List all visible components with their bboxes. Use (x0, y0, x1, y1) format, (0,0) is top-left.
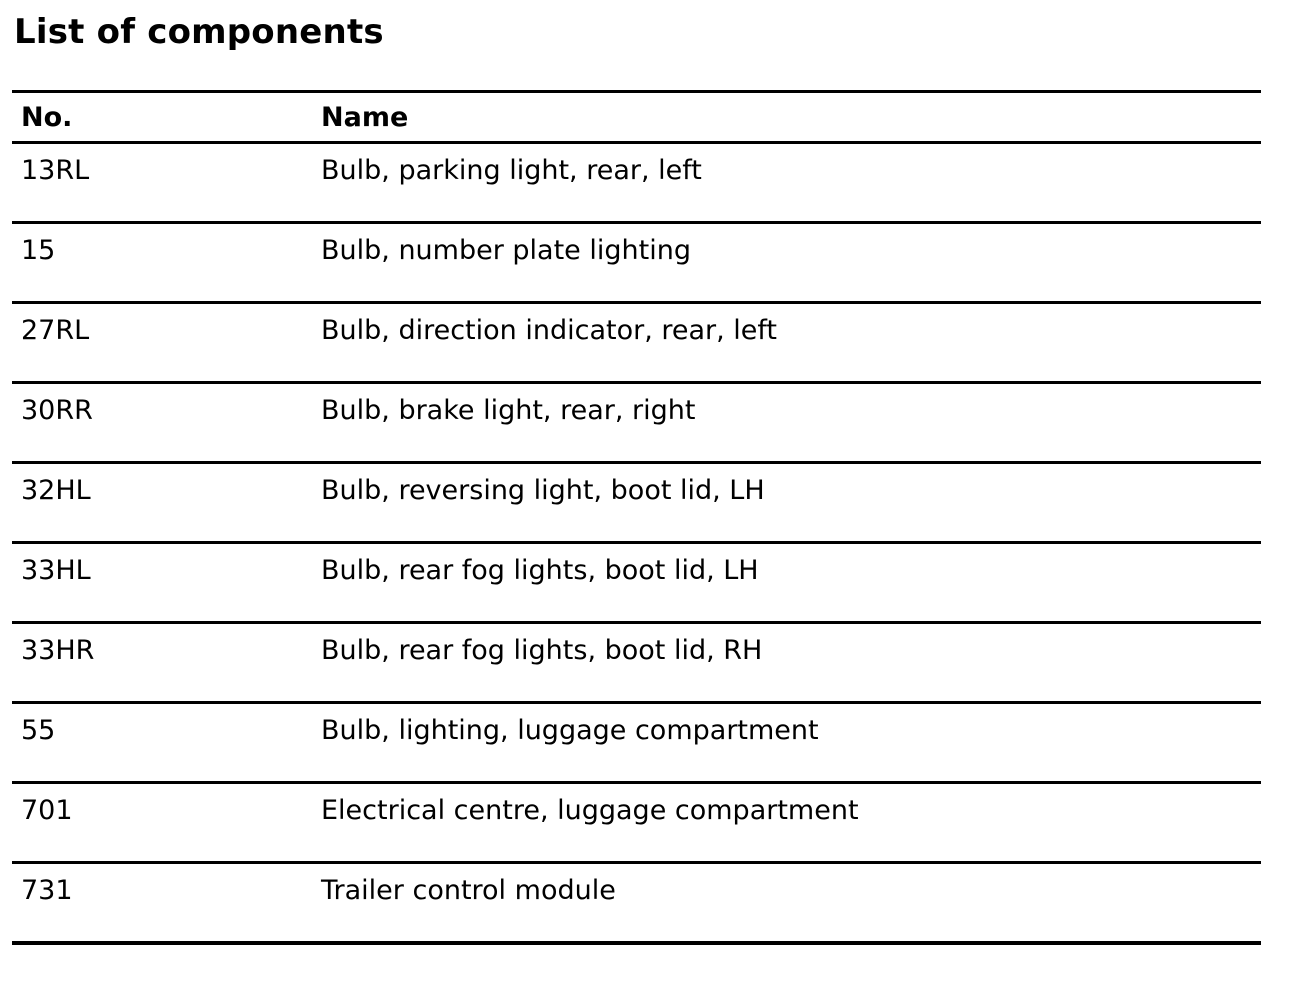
table-row (12, 783, 1261, 863)
component-number: 55 (21, 715, 56, 746)
component-name: Bulb, reversing light, boot lid, LH (321, 475, 765, 506)
component-number: 13RL (21, 155, 90, 186)
component-name: Trailer control module (321, 875, 616, 906)
component-name: Bulb, rear fog lights, boot lid, RH (321, 635, 763, 666)
table-row (12, 863, 1261, 943)
component-name: Bulb, number plate lighting (321, 235, 691, 266)
component-name: Bulb, lighting, luggage compartment (321, 715, 819, 746)
table-row (12, 223, 1261, 303)
component-number: 32HL (21, 475, 91, 506)
component-number: 33HL (21, 555, 91, 586)
table-header (12, 92, 1261, 143)
component-number: 701 (21, 795, 73, 826)
component-number: 731 (21, 875, 73, 906)
component-number: 27RL (21, 315, 90, 346)
components-table (12, 90, 1261, 945)
table-row (12, 623, 1261, 703)
table-row (12, 303, 1261, 383)
table-row (12, 543, 1261, 623)
table-row (12, 383, 1261, 463)
component-name: Bulb, parking light, rear, left (321, 155, 702, 186)
table-body (12, 143, 1261, 943)
component-number: 15 (21, 235, 56, 266)
table-header-row (12, 92, 1261, 143)
component-name: Bulb, brake light, rear, right (321, 395, 696, 426)
column-header-name: Name (321, 101, 409, 133)
component-name: Electrical centre, luggage compartment (321, 795, 859, 826)
table-row (12, 703, 1261, 783)
component-number: 30RR (21, 395, 93, 426)
page-title: List of components (14, 12, 384, 52)
component-name: Bulb, rear fog lights, boot lid, LH (321, 555, 759, 586)
column-header-no: No. (21, 101, 73, 133)
component-number: 33HR (21, 635, 95, 666)
table-row (12, 143, 1261, 223)
component-name: Bulb, direction indicator, rear, left (321, 315, 778, 346)
table-row (12, 463, 1261, 543)
